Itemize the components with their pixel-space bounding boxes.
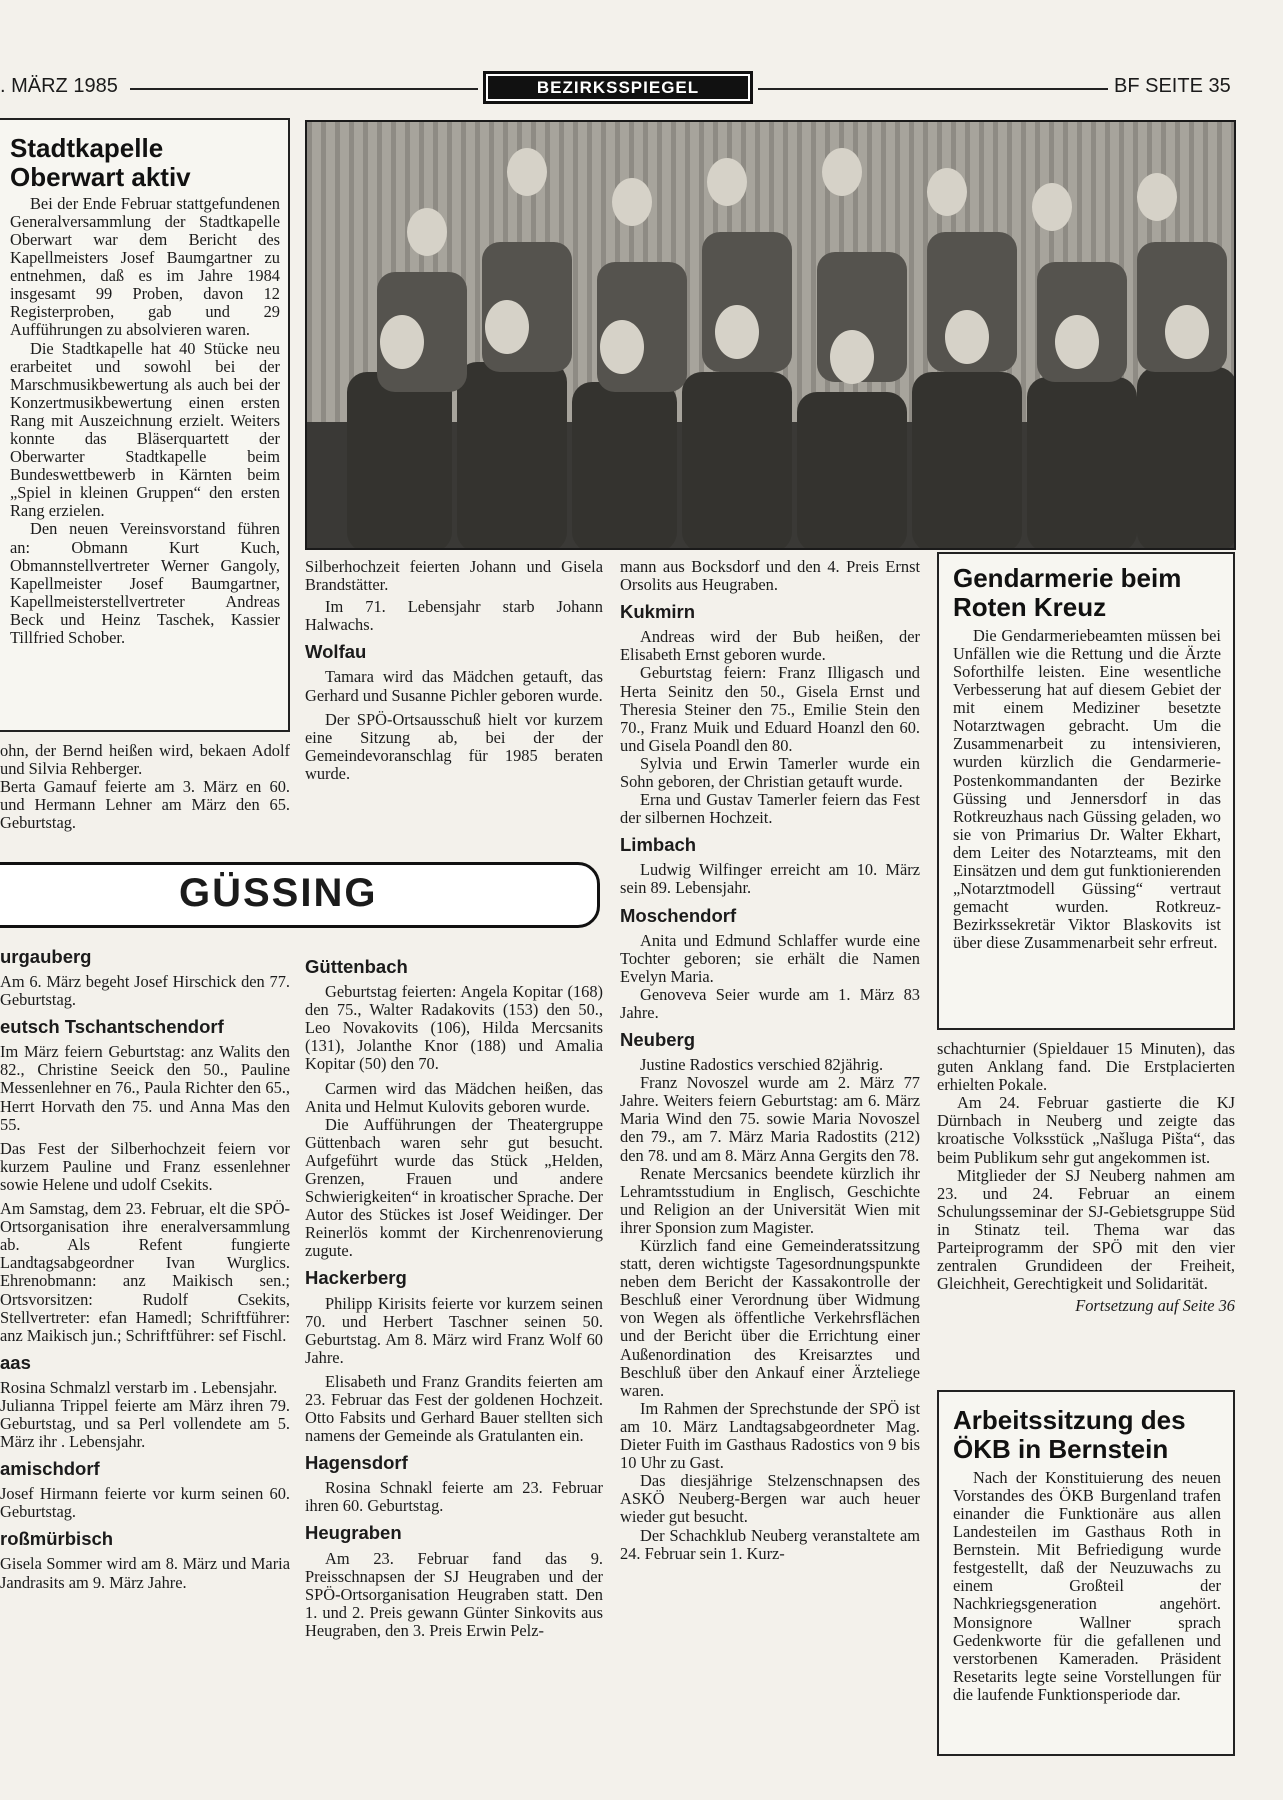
text-paragraph: Im März feiern Geburtstag: anz Walits den 82., Christine Seeick den 50., Pauline Messenlehner en 76., Paula Richter den 65., Herrt Horvath den 75. und Anna Mas den 55. (0, 1042, 290, 1134)
text-paragraph: Berta Gamauf feierte am 3. März en 60. und Hermann Lehner am März den 65. Geburtstag. (0, 777, 290, 833)
text-paragraph: Andreas wird der Bub heißen, der Elisabeth Ernst geboren wurde. (620, 627, 920, 665)
text-paragraph: Julianna Trippel feierte am März ihren 79. Geburtstag, und sa Perl vollendete am 5. März ihr . Lebensjahr. (0, 1395, 290, 1452)
stadtkapelle-paragraph: Bei der Ende Februar stattgefundenen Generalversammlung der Stadtkapelle Oberwart war dem Bericht des Kapellmeisters Josef Baumgartner zu entnehmen, daß es im Jahre 1984 insgesamt 99 Proben, davon 12 Registerproben, gab und 29 Aufführungen zu absolvieren waren. (10, 193, 280, 340)
text-paragraph: Die Aufführungen der Theatergruppe Güttenbach waren sehr gut besucht. Aufgeführt wurde das Stück „Helden, Grenzen, Frauen und andere Schwierigkeiten“ in kroatischer Sprache. Der Autor des Stückes ist Josef Weidinger. Der Reinerlös kommt der Kirchenrenovierung zugute. (305, 1114, 603, 1261)
text-paragraph: Rosina Schnakl feierte am 23. Februar ihren 60. Geburtstag. (305, 1478, 603, 1516)
text-paragraph: Das Fest der Silberhochzeit feiern vor kurzem Pauline und Franz essenlehner sowie Helene und udolf Csekits. (0, 1138, 290, 1194)
text-paragraph: Der SPÖ-Ortsausschuß hielt vor kurzem eine Sitzung ab, bei der der Gemeindevoranschlag für 1985 beraten wurde. (305, 709, 603, 783)
section-heading-hagensdorf: Hagensdorf (305, 1452, 408, 1474)
text-paragraph: Geburtstag feiern: Franz Illigasch und Herta Seinitz den 50., Gisela Ernst und Theresia Steiner den 75., Emilie Stein den 70., Franz Muik und Eduard Hoanzl den 60. und Gisela Poandl den 80. (620, 663, 920, 755)
text-paragraph: Genoveva Seier wurde am 1. März 83 Jahre. (620, 984, 920, 1022)
oekb-body: Nach der Konstituierung des neuen Vorstandes des ÖKB Burgenland trafen einander die Funktionäre aus allen Landesteilen im Gasthaus Roth in Bernstein. Mit Befriedigung wurde festgestellt, daß der Neuzuwachs zu einem Großteil der Nachkriegsgeneration angehört. Monsignore Wallner sprach Gedenkworte für die gefallenen und verstorbenen Kameraden. Präsident Resetarits legte seine Vorstellungen für die laufende Funktionsperiode dar. (953, 1467, 1221, 1704)
group-photo-image (307, 122, 1236, 550)
text-paragraph: Ludwig Wilfinger erreicht am 10. März sein 89. Lebensjahr. (620, 860, 920, 898)
text-paragraph: Rosina Schmalzl verstarb im . Lebensjahr. (0, 1377, 278, 1397)
text-paragraph: Philipp Kirisits feierte vor kurzem seinen 70. und Herbert Taschner seinen 50. Geburtstag. Am 8. März wird Franz Wolf 60 Jahre. (305, 1293, 603, 1367)
text-paragraph: Carmen wird das Mädchen heißen, das Anita und Helmut Kulovits geboren wurde. (305, 1078, 603, 1116)
text-paragraph: Am 24. Februar gastierte die KJ Dürnbach in Neuberg und zeigte das kroatische Volksstück „Našluga Pišta“, das beim Publikum sehr gut angekommen ist. (937, 1093, 1235, 1167)
article-gendarmerie (937, 552, 1235, 1030)
text-paragraph: Das diesjährige Stelzenschnapsen des ASKÖ Neuberg-Bergen war auch heuer wieder gut besucht. (620, 1471, 920, 1527)
text-paragraph: Kürzlich fand eine Gemeinderatssitzung statt, deren wichtigste Tagesordnungspunkte neben dem Bericht der Kassakontrolle der Beschluß einer Verordnung über Widmung von Wegen als öffentliche Verkehrsflächen und der Bericht über die Errichtung einer Außenordination des Kreisarztes und Beschluß über den Ankauf einer Ärzteliege waren. (620, 1236, 920, 1400)
stadtkapelle-headline (10, 134, 280, 193)
section-heading-hackerberg: Hackerberg (305, 1267, 407, 1289)
col1-bottom-text (0, 945, 290, 1760)
section-heading-heugraben: Heugraben (305, 1522, 402, 1544)
article-stadtkapelle (0, 118, 290, 732)
text-paragraph: Mitglieder der SJ Neuberg nahmen am 23. und 24. Februar an einem Schulungsseminar der SJ-Gebietsgruppe Süd in Stinatz teil. Thema war das Parteiprogramm der SPÖ mit den vier zentralen Grundideen der Freiheit, Gleichheit, Gerechtigkeit und Solidarität. (937, 1165, 1235, 1294)
header-rule-left (130, 88, 478, 90)
section-heading-kukmirn: Kukmirn (620, 601, 696, 623)
guessing-banner (0, 862, 600, 928)
text-paragraph: Am Samstag, dem 23. Februar, elt die SPÖ-Ortsorganisation ihre eneralversammlung ab. Als Refent fungierte Landtagsabgeordner Ivan Wurglics. Ehrenobmann: anz Maikisch sen.; Ortsvorsitzen: Rudolf Csekits, Stellvertreter: efan Hamedl; Schriftführer: anz Maikisch jun.; Schriftführer: sef Fischl. (0, 1199, 290, 1345)
gendarmerie-title-line2: Roten Kreuz (953, 592, 1107, 623)
text-paragraph: Anita und Edmund Schlaffer wurde eine Tochter geboren; sie erhält die Namen Evelyn Maria. (620, 930, 920, 986)
oekb-headline (953, 1406, 1221, 1465)
section-heading-moschendorf: Moschendorf (620, 904, 737, 926)
oekb-title-line1: Arbeitssitzung des (953, 1405, 1186, 1435)
section-heading-wolfau: Wolfau (305, 641, 367, 663)
stadtkapelle-title-line2: Oberwart aktiv (10, 162, 191, 193)
section-heading-limbach: Limbach (620, 834, 697, 856)
continuation-note: Fortsetzung auf Seite 36 (1075, 1296, 1235, 1316)
stadtkapelle-paragraph: Die Stadtkapelle hat 40 Stücke neu erarbeitet und sowohl bei der Marschmusikbewertung als auch bei der Konzertmusikbewertung einen ersten Rang mit Auszeichnung erzielt. Weiters konnte das Bläserquartett der Oberwarter Stadtkapelle beim Bundeswettbewerb in Kärnten beim „Spiel in kleinen Gruppen“ den ersten Rang erzielen. (10, 338, 280, 521)
section-heading-guettenbach: Güttenbach (305, 956, 408, 977)
text-paragraph: Am 6. März begeht Josef Hirschick den 77. Geburtstag. (0, 972, 290, 1010)
text-paragraph: Josef Hirmann feierte vor kurm seinen 60. Geburtstag. (0, 1484, 290, 1522)
gendarmerie-body: Die Gendarmeriebeamten müssen bei Unfällen wie die Rettung und die Ärzte Soforthilfe leisten. Eine wesentliche Verbesserung hat auf diesem Gebiet der mit einem Mediziner besetzte Notarztwagen gebracht. Um die Zusammenarbeit zu intensivieren, wurden kürzlich die Gendarmerie-Postenkommandanten der Bezirke Güssing und Jennersdorf in das Rotkreuzhaus nach Güssing geladen, wo sie von Primarius Dr. Walter Ekhart, dem Leiter des Notarzteams, mit den Einsätzen und dem gut funktionierenden „Notarztmodell Güssing“ vertraut gemacht wurden. Rotkreuz-Bezirkssekretär Viktor Blaskovits ist über diese Zusammenarbeit sehr erfreut. (953, 625, 1221, 953)
guessing-title: GÜSSING (179, 871, 378, 915)
text-paragraph: Im 71. Lebensjahr starb Johann Halwachs. (305, 597, 603, 635)
section-heading-burgauberg: urgauberg (0, 946, 92, 967)
section-heading-grossmuerbisch: roßmürbisch (0, 1528, 114, 1550)
text-paragraph: Elisabeth und Franz Grandits feierten am 23. Februar das Fest der goldenen Hochzeit. Otto Fabsits und Gerhard Bauer stellten sich namens der Gemeinde als Gratulanten ein. (305, 1371, 603, 1446)
oekb-title-line2: ÖKB in Bernstein (953, 1434, 1169, 1465)
header-rule-right (758, 88, 1108, 90)
text-paragraph: Der Schachklub Neuberg veranstaltete am 24. Februar sein 1. Kurz- (620, 1525, 920, 1563)
text-paragraph: Geburtstag feierten: Angela Kopitar (168) den 75., Walter Radakovits (153) den 50., Leo Novakovits (106), Hilda Mercsanits (131), Jolanthe Knor (188) und Amalia Kopitar (50) den 70. (305, 982, 603, 1074)
text-paragraph: Tamara wird das Mädchen getauft, das Gerhard und Susanne Pichler geboren wurde. (305, 667, 603, 705)
text-paragraph: Silberhochzeit feierten Johann und Gisela Brandstätter. (305, 558, 603, 595)
text-paragraph: Franz Novoszel wurde am 2. März 77 Jahre. Weiters feiern Geburtstag: am 6. März Maria Wind den 75. sowie Maria Novoszel den 79., am 7. März Maria Radostits (212) den 78. und am 8. März Anna Gergits den 78. (620, 1073, 920, 1165)
col2-top-text (305, 558, 603, 848)
text-paragraph: mann aus Bocksdorf und den 4. Preis Ernst Orsolits aus Heugraben. (620, 558, 920, 595)
col1-top-text (0, 742, 290, 852)
article-oekb (937, 1390, 1235, 1756)
stadtkapelle-paragraph: Den neuen Vereinsvorstand führen an: Obmann Kurt Kuch, Obmannstellvertreter Werner Gangoly, Kapellmeister Josef Baumgartner, Kapellmeisterstellvertreter Andreas Beck und Heinz Taschek, Kassier Tillfried Schober. (10, 519, 280, 647)
text-paragraph: schachturnier (Spieldauer 15 Minuten), das guten Anklang fand. Die Erstplacierten erhielten Pokale. (937, 1040, 1235, 1095)
section-heading-deutsch-tschantschendorf: eutsch Tschantschendorf (0, 1016, 224, 1038)
text-paragraph: Im Rahmen der Sprechstunde der SPÖ ist am 10. März Landtagsabgeordneter Mag. Dieter Fuith im Gasthaus Radostics von 9 bis 10 Uhr zu Gast. (620, 1398, 920, 1473)
text-paragraph: Renate Mercsanics beendete kürzlich ihr Lehramtsstudium in Englisch, Geschichte und Religion an der Universität Wien mit ihrer Sponsion zum Magister. (620, 1163, 920, 1237)
section-heading-neuberg: Neuberg (620, 1029, 696, 1051)
section-heading-gamischdorf: amischdorf (0, 1458, 100, 1480)
col4-mid-text (937, 1040, 1235, 1380)
group-photo (305, 120, 1236, 550)
text-paragraph: Gisela Sommer wird am 8. März und Maria Jandrasits am 9. März Jahre. (0, 1554, 290, 1592)
stadtkapelle-body (10, 195, 280, 647)
text-paragraph: Am 23. Februar fand das 9. Preisschnapsen der SJ Heugraben und der SPÖ-Ortsorganisation Heugraben statt. Den 1. und 2. Preis gewann Günter Sinkovits aus Heugraben, den 3. Preis Erwin Pelz- (305, 1548, 603, 1640)
text-paragraph: Justine Radostics verschied 82jährig. (640, 1055, 884, 1075)
text-paragraph: Sylvia und Erwin Tamerler wurde ein Sohn geboren, der Christian getauft wurde. (620, 753, 920, 791)
col3-text (620, 558, 920, 1758)
page-number: BF SEITE 35 (1114, 75, 1231, 97)
text-paragraph: Erna und Gustav Tamerler feiern das Fest der silbernen Hochzeit. (620, 790, 920, 828)
stadtkapelle-title-line1: Stadtkapelle (10, 133, 164, 163)
col2-bottom-text (305, 955, 603, 1760)
gendarmerie-headline (953, 564, 1221, 623)
text-paragraph: ohn, der Bernd heißen wird, bekaen Adolf und Silvia Rehberger. (0, 742, 290, 779)
section-heading-glasing: aas (0, 1351, 31, 1373)
section-title: BEZIRKSSPIEGEL (488, 76, 748, 99)
gendarmerie-title-line1: Gendarmerie beim (953, 563, 1182, 593)
section-banner (483, 71, 753, 104)
issue-date: . MÄRZ 1985 (0, 75, 118, 97)
